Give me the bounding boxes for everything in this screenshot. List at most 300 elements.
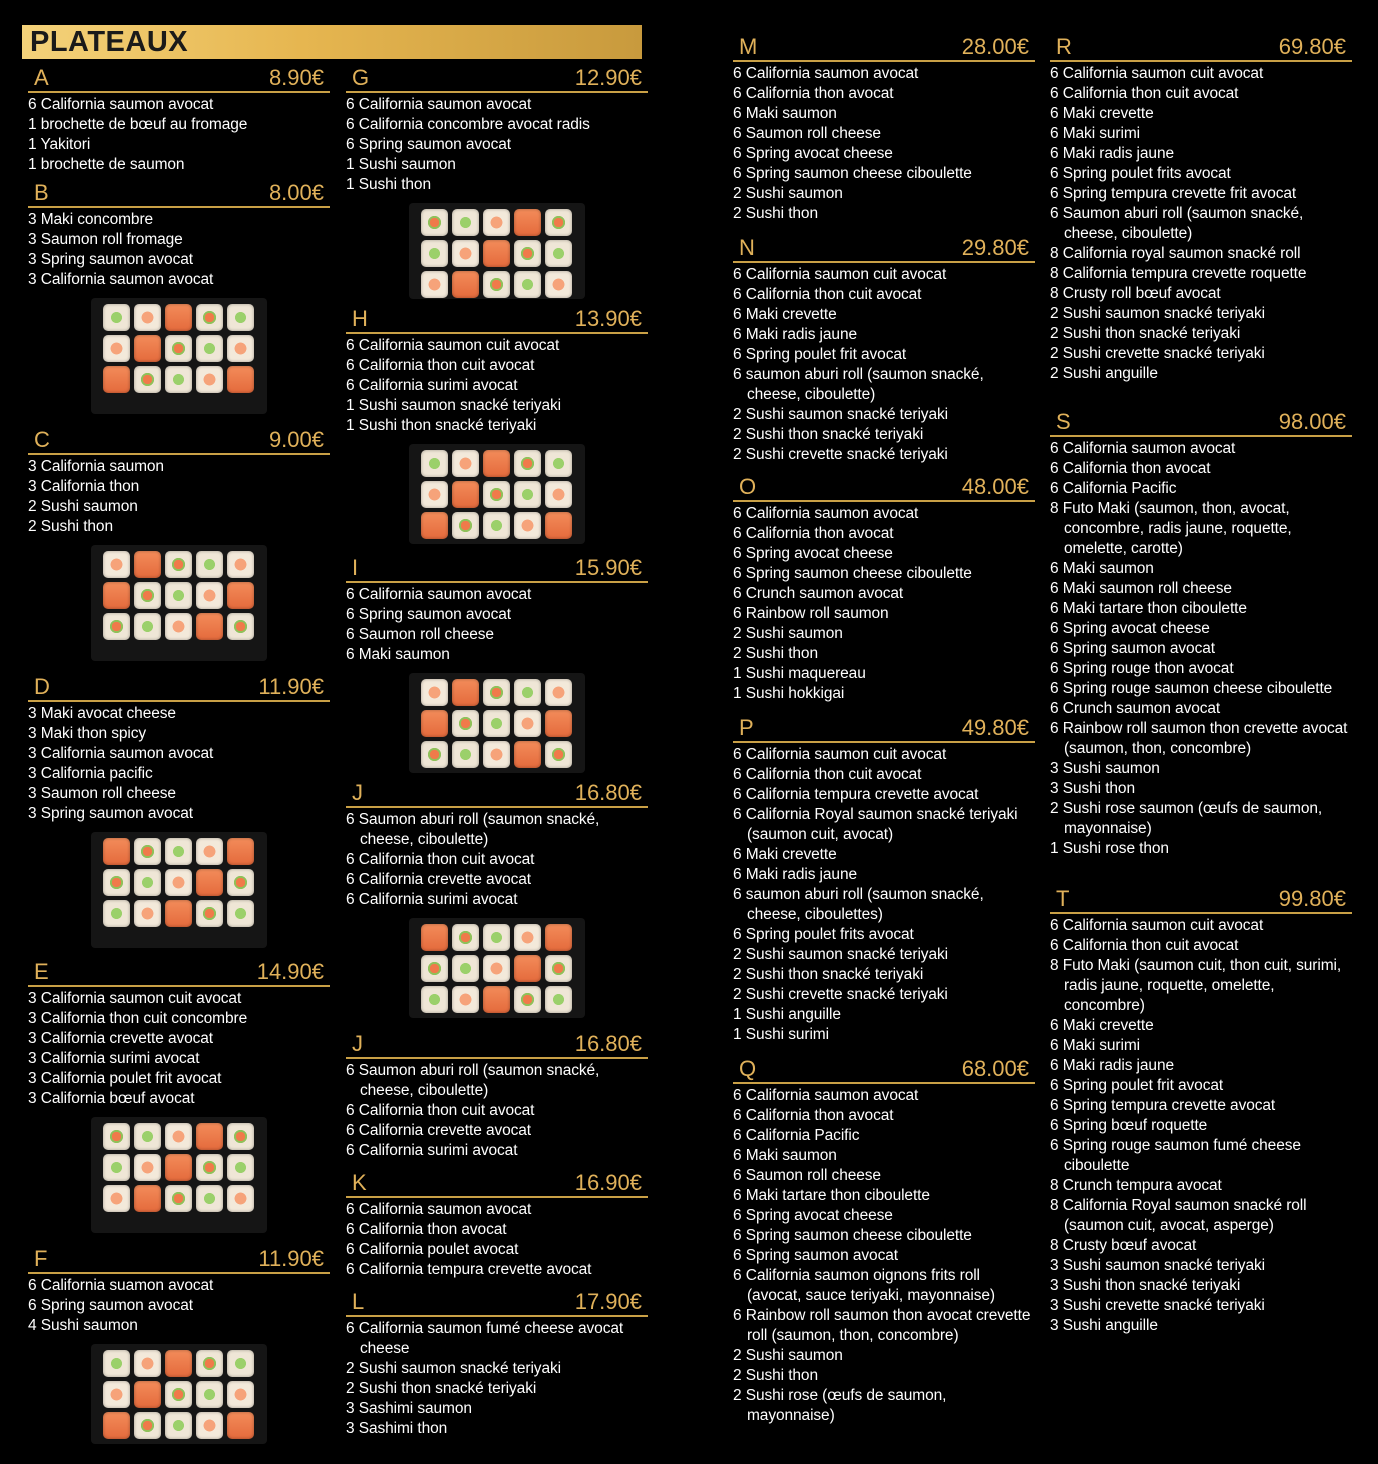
list-item: 6 California saumon cuit avocat: [733, 746, 947, 763]
plateau-header: [733, 1055, 1035, 1084]
sushi-roll-icon: [103, 1123, 130, 1150]
list-item: 1 brochette de saumon: [28, 156, 185, 173]
list-item: 6 California thon avocat: [733, 1107, 894, 1124]
list-item: 1 brochette de bœuf au fromage: [28, 116, 248, 133]
plateau-o: [733, 473, 1035, 704]
list-item: 1 Sushi rose thon: [1050, 840, 1169, 857]
plateau-items: [733, 1086, 1035, 1426]
sushi-roll-icon: [483, 209, 510, 236]
sushi-roll-icon: [196, 1123, 223, 1150]
plateau-items: [346, 1061, 648, 1161]
list-item: 6 California saumon avocat: [733, 65, 919, 82]
list-item: 3 Sushi saumon: [1050, 760, 1160, 777]
list-item: 2 Sushi saumon snacké teriyaki: [1050, 305, 1265, 322]
plateau-items: [346, 585, 648, 665]
page-title-banner: [22, 25, 642, 59]
sushi-roll-icon: [514, 209, 541, 236]
sushi-roll-icon: [196, 1350, 223, 1377]
plateau-letter: E: [34, 959, 49, 984]
sushi-roll-icon: [452, 450, 479, 477]
plateau-letter: P: [739, 715, 754, 740]
sushi-roll-icon: [545, 209, 572, 236]
sushi-roll-icon: [165, 304, 192, 331]
plateau-letter: S: [1056, 409, 1071, 434]
sushi-roll-icon: [452, 271, 479, 298]
list-item: 6 Saumon roll cheese: [733, 1167, 881, 1184]
sushi-roll-icon: [545, 240, 572, 267]
list-item: 3 Sushi saumon snacké teriyaki: [1050, 1257, 1265, 1274]
sushi-roll-icon: [483, 450, 510, 477]
list-item: 6 California surimi avocat: [346, 377, 518, 394]
list-item: 4 Sushi saumon: [28, 1317, 138, 1334]
plateau-price: 13.90€: [574, 306, 642, 331]
list-item: 3 Spring saumon avocat: [28, 251, 193, 268]
plateau-items: [733, 504, 1035, 704]
sushi-roll-icon: [103, 869, 130, 896]
list-item: 6 California saumon avocat: [28, 96, 214, 113]
sushi-roll-icon: [196, 304, 223, 331]
sushi-roll-icon: [452, 481, 479, 508]
list-item: 6 Maki tartare thon ciboulette: [1050, 600, 1247, 617]
list-item: 3 Saumon roll fromage: [28, 231, 183, 248]
list-item: 6 Saumon roll cheese: [346, 626, 494, 643]
sushi-roll-icon: [196, 551, 223, 578]
list-item: 6 Maki saumon: [733, 105, 837, 122]
list-item: 3 Maki concombre: [28, 211, 154, 228]
sushi-roll-icon: [103, 1350, 130, 1377]
sushi-roll-icon: [165, 900, 192, 927]
list-item: 6 California saumon avocat: [733, 505, 919, 522]
plateau-items: [28, 1276, 330, 1336]
sushi-roll-icon: [134, 838, 161, 865]
list-item: 6 Spring avocat cheese: [1050, 620, 1210, 637]
plateau-price: 11.90€: [258, 1246, 324, 1271]
list-item: 3 Saumon roll cheese: [28, 785, 176, 802]
list-item: 2 Sushi crevette snacké teriyaki: [733, 986, 948, 1003]
sushi-roll-icon: [545, 512, 572, 539]
sushi-roll-icon: [514, 450, 541, 477]
list-item: 6 Spring saumon cheese ciboulette: [733, 565, 972, 582]
sushi-roll-icon: [452, 986, 479, 1013]
plateau-price: 12.90€: [574, 65, 642, 90]
list-item: 3 California thon: [28, 478, 140, 495]
list-item: 6 California thon cuit avocat: [1050, 937, 1239, 954]
list-item: 1 Sushi thon: [346, 176, 431, 193]
list-item: 6 Spring tempura crevette frit avocat: [1050, 185, 1297, 202]
list-item: 6 California thon avocat: [346, 1221, 507, 1238]
plateau-price: 8.90€: [268, 65, 324, 90]
list-item: 6 Spring poulet frits avocat: [1050, 165, 1231, 182]
list-item: 8 Futo Maki (saumon, thon, avocat, concombre, radis jaune, roquette, omelette, carotte): [1050, 500, 1292, 557]
sushi-roll-icon: [165, 1350, 192, 1377]
plateau-header: [346, 1169, 648, 1198]
list-item: 2 Sushi thon: [733, 645, 818, 662]
list-item: 6 California Royal saumon snacké teriyaki (saumon cuit, avocat): [733, 806, 1018, 843]
list-item: 2 Sushi thon snacké teriyaki: [1050, 325, 1241, 342]
list-item: 2 Sushi thon: [733, 1367, 818, 1384]
sushi-platter-photo: [409, 673, 585, 773]
plateau-letter: G: [352, 65, 370, 90]
list-item: 6 Saumon aburi roll (saumon snacké, cheese, ciboulette): [346, 811, 600, 848]
plateau-p: [733, 714, 1035, 1045]
sushi-roll-icon: [227, 551, 254, 578]
plateau-price: 98.00€: [1278, 409, 1346, 434]
list-item: 6 Maki saumon: [1050, 560, 1154, 577]
list-item: 6 Saumon roll cheese: [733, 125, 881, 142]
sushi-roll-icon: [134, 869, 161, 896]
sushi-roll-icon: [103, 551, 130, 578]
sushi-roll-icon: [514, 924, 541, 951]
sushi-roll-icon: [196, 1185, 223, 1212]
list-item: 6 Spring rouge saumon fumé cheese ciboulette: [1050, 1137, 1301, 1174]
list-item: 6 Spring saumon cheese ciboulette: [733, 1227, 972, 1244]
sushi-roll-icon: [483, 512, 510, 539]
list-item: 2 Sushi thon: [28, 518, 113, 535]
list-item: 6 Maki surimi: [1050, 1037, 1140, 1054]
sushi-roll-icon: [165, 1412, 192, 1439]
list-item: 6 California saumon avocat: [346, 96, 532, 113]
list-item: 6 California surimi avocat: [346, 891, 518, 908]
plateau-header: [28, 958, 330, 987]
list-item: 6 Saumon aburi roll (saumon snacké, cheese, ciboulette): [1050, 205, 1304, 242]
plateau-k: [346, 1169, 648, 1280]
plateau-j: [346, 779, 648, 1018]
plateau-header: [346, 779, 648, 808]
list-item: 2 Sushi thon snacké teriyaki: [733, 426, 924, 443]
plateau-c: [28, 426, 330, 661]
plateau-letter: J: [352, 1031, 363, 1056]
list-item: 6 saumon aburi roll (saumon snacké, cheese, ciboulettes): [733, 886, 984, 923]
sushi-roll-icon: [196, 613, 223, 640]
sushi-roll-icon: [421, 955, 448, 982]
sushi-roll-icon: [514, 679, 541, 706]
list-item: 6 Spring rouge thon avocat: [1050, 660, 1234, 677]
sushi-roll-icon: [103, 613, 130, 640]
sushi-roll-icon: [196, 582, 223, 609]
list-item: 6 California saumon avocat: [1050, 440, 1236, 457]
list-item: 6 Rainbow roll saumon thon avocat crevette roll (saumon, thon, concombre): [733, 1307, 1031, 1344]
list-item: 2 Sushi saumon: [28, 498, 138, 515]
list-item: 6 California thon avocat: [733, 85, 894, 102]
list-item: 3 California thon cuit concombre: [28, 1010, 248, 1027]
list-item: 6 Spring saumon cheese ciboulette: [733, 165, 972, 182]
plateau-items: [1050, 916, 1352, 1336]
list-item: 6 Saumon aburi roll (saumon snacké, cheese, ciboulette): [346, 1062, 600, 1099]
list-item: 6 Spring poulet frit avocat: [733, 346, 907, 363]
sushi-roll-icon: [227, 838, 254, 865]
plateau-letter: Q: [739, 1056, 757, 1081]
sushi-roll-icon: [421, 240, 448, 267]
sushi-roll-icon: [514, 955, 541, 982]
plateau-header: [346, 305, 648, 334]
plateau-price: 15.90€: [574, 555, 642, 580]
sushi-roll-icon: [452, 741, 479, 768]
sushi-roll-icon: [483, 741, 510, 768]
sushi-roll-icon: [483, 955, 510, 982]
plateau-letter: O: [739, 474, 757, 499]
list-item: 1 Sushi thon snacké teriyaki: [346, 417, 537, 434]
list-item: 1 Sushi surimi: [733, 1026, 829, 1043]
sushi-roll-icon: [514, 240, 541, 267]
list-item: 6 California tempura crevette avocat: [733, 786, 979, 803]
list-item: 8 Crusty roll bœuf avocat: [1050, 285, 1221, 302]
sushi-roll-icon: [421, 924, 448, 951]
plateau-items: [28, 704, 330, 824]
list-item: 2 Sushi thon snacké teriyaki: [346, 1380, 537, 1397]
list-item: 6 Spring rouge saumon cheese ciboulette: [1050, 680, 1333, 697]
plateau-items: [733, 64, 1035, 224]
plateau-s: [1050, 408, 1352, 859]
sushi-roll-icon: [483, 710, 510, 737]
sushi-roll-icon: [545, 679, 572, 706]
sushi-roll-icon: [165, 582, 192, 609]
list-item: 6 Maki radis jaune: [1050, 145, 1174, 162]
sushi-roll-icon: [227, 582, 254, 609]
sushi-platter-photo: [91, 1117, 267, 1233]
sushi-roll-icon: [452, 209, 479, 236]
menu-column-4: [1050, 33, 1352, 1336]
sushi-roll-icon: [421, 986, 448, 1013]
list-item: 8 California Royal saumon snacké roll (saumon cuit, avocat, asperge): [1050, 1197, 1307, 1234]
plateau-header: [346, 64, 648, 93]
plateau-price: 48.00€: [961, 474, 1029, 499]
list-item: 6 Maki crevette: [733, 846, 837, 863]
list-item: 6 Spring saumon avocat: [346, 606, 511, 623]
plateau-header: [28, 426, 330, 455]
sushi-roll-icon: [545, 955, 572, 982]
list-item: 6 Spring saumon avocat: [346, 136, 511, 153]
menu-column-1: [28, 64, 330, 1444]
list-item: 6 Spring saumon avocat: [1050, 640, 1215, 657]
plateau-letter: A: [34, 65, 49, 90]
list-item: 6 California saumon cuit avocat: [1050, 917, 1264, 934]
plateau-price: 11.90€: [258, 674, 324, 699]
list-item: 6 saumon aburi roll (saumon snacké, cheese, ciboulette): [733, 366, 984, 403]
plateau-letter: K: [352, 1170, 367, 1195]
sushi-roll-icon: [103, 1185, 130, 1212]
list-item: 6 California saumon cuit avocat: [346, 337, 560, 354]
plateau-price: 16.90€: [574, 1170, 642, 1195]
list-item: 3 California crevette avocat: [28, 1030, 214, 1047]
sushi-roll-icon: [227, 335, 254, 362]
plateau-letter: C: [34, 427, 50, 452]
list-item: 6 Spring bœuf roquette: [1050, 1117, 1208, 1134]
list-item: 8 California royal saumon snacké roll: [1050, 245, 1301, 262]
list-item: 6 California thon cuit avocat: [733, 766, 922, 783]
sushi-roll-icon: [134, 304, 161, 331]
sushi-roll-icon: [134, 900, 161, 927]
plateau-price: 17.90€: [574, 1289, 642, 1314]
list-item: 6 Maki radis jaune: [733, 326, 857, 343]
sushi-roll-icon: [452, 240, 479, 267]
sushi-roll-icon: [421, 481, 448, 508]
plateau-m: [733, 33, 1035, 224]
list-item: 6 Spring poulet frit avocat: [1050, 1077, 1224, 1094]
list-item: 6 California saumon avocat: [346, 1201, 532, 1218]
plateau-d: [28, 673, 330, 948]
plateau-letter: R: [1056, 34, 1072, 59]
plateau-price: 99.80€: [1278, 886, 1346, 911]
plateau-q: [733, 1055, 1035, 1426]
sushi-roll-icon: [134, 1123, 161, 1150]
plateau-price: 8.00€: [268, 180, 324, 205]
list-item: 6 California thon cuit avocat: [346, 357, 535, 374]
plateau-letter: T: [1056, 886, 1070, 911]
sushi-roll-icon: [103, 838, 130, 865]
list-item: 8 Futo Maki (saumon cuit, thon cuit, surimi, radis jaune, roquette, omelette, concombre): [1050, 957, 1342, 1014]
list-item: 8 California tempura crevette roquette: [1050, 265, 1307, 282]
list-item: 6 California Pacific: [1050, 480, 1177, 497]
list-item: 2 Sushi anguille: [1050, 365, 1158, 382]
sushi-roll-icon: [452, 679, 479, 706]
list-item: 6 California thon cuit avocat: [346, 851, 535, 868]
list-item: 1 Sushi maquereau: [733, 665, 866, 682]
plateau-n: [733, 234, 1035, 465]
sushi-roll-icon: [196, 1381, 223, 1408]
plateau-header: [1050, 885, 1352, 914]
sushi-roll-icon: [483, 271, 510, 298]
sushi-roll-icon: [165, 838, 192, 865]
plateau-items: [733, 265, 1035, 465]
plateau-header: [346, 554, 648, 583]
sushi-roll-icon: [227, 1350, 254, 1377]
sushi-roll-icon: [227, 613, 254, 640]
sushi-roll-icon: [227, 366, 254, 393]
sushi-roll-icon: [545, 741, 572, 768]
sushi-roll-icon: [514, 741, 541, 768]
plateau-letter: B: [34, 180, 49, 205]
sushi-roll-icon: [134, 1412, 161, 1439]
menu-column-2: [346, 64, 648, 1439]
sushi-roll-icon: [514, 710, 541, 737]
list-item: 6 California saumon avocat: [733, 1087, 919, 1104]
sushi-platter-photo: [409, 444, 585, 544]
sushi-roll-icon: [165, 1185, 192, 1212]
list-item: 6 Maki tartare thon ciboulette: [733, 1187, 930, 1204]
plateau-price: 28.00€: [961, 34, 1029, 59]
list-item: 6 California saumon oignons frits roll (avocat, sauce teriyaki, mayonnaise): [733, 1267, 995, 1304]
sushi-roll-icon: [196, 838, 223, 865]
plateau-header: [28, 179, 330, 208]
list-item: 6 California thon avocat: [1050, 460, 1211, 477]
list-item: 2 Sushi thon snacké teriyaki: [733, 966, 924, 983]
sushi-roll-icon: [134, 551, 161, 578]
list-item: 2 Sushi saumon: [733, 1347, 843, 1364]
list-item: 3 California saumon avocat: [28, 745, 214, 762]
sushi-roll-icon: [196, 1154, 223, 1181]
list-item: 2 Sushi crevette snacké teriyaki: [1050, 345, 1265, 362]
plateau-price: 69.80€: [1278, 34, 1346, 59]
sushi-platter-photo: [91, 545, 267, 661]
plateau-price: 9.00€: [268, 427, 324, 452]
sushi-roll-icon: [483, 679, 510, 706]
plateau-items: [1050, 64, 1352, 384]
list-item: 6 California saumon fumé cheese avocat cheese: [346, 1320, 624, 1357]
list-item: 6 Rainbow roll saumon thon crevette avocat (saumon, thon, concombre): [1050, 720, 1348, 757]
list-item: 6 Spring tempura crevette avocat: [1050, 1097, 1276, 1114]
list-item: 3 California surimi avocat: [28, 1050, 200, 1067]
plateau-header: [733, 473, 1035, 502]
plateau-items: [346, 810, 648, 910]
sushi-roll-icon: [421, 271, 448, 298]
sushi-platter-photo: [409, 203, 585, 299]
sushi-roll-icon: [421, 450, 448, 477]
list-item: 6 California saumon cuit avocat: [733, 266, 947, 283]
list-item: 3 California saumon avocat: [28, 271, 214, 288]
plateau-h: [346, 305, 648, 544]
sushi-roll-icon: [134, 1185, 161, 1212]
list-item: 6 Spring poulet frits avocat: [733, 926, 914, 943]
plateau-l: [346, 1288, 648, 1439]
sushi-roll-icon: [483, 924, 510, 951]
sushi-roll-icon: [103, 1154, 130, 1181]
list-item: 1 Sushi hokkigai: [733, 685, 845, 702]
plateau-letter: L: [352, 1289, 365, 1314]
sushi-roll-icon: [514, 512, 541, 539]
sushi-roll-icon: [421, 512, 448, 539]
list-item: 3 Spring saumon avocat: [28, 805, 193, 822]
sushi-roll-icon: [165, 1154, 192, 1181]
plateau-price: 29.80€: [961, 235, 1029, 260]
plateau-items: [346, 95, 648, 195]
list-item: 3 California saumon cuit avocat: [28, 990, 242, 1007]
plateau-items: [28, 95, 330, 175]
sushi-roll-icon: [227, 869, 254, 896]
plateau-letter: M: [739, 34, 758, 59]
sushi-roll-icon: [165, 1123, 192, 1150]
sushi-roll-icon: [103, 1381, 130, 1408]
plateau-price: 16.80€: [574, 1031, 642, 1056]
sushi-roll-icon: [514, 481, 541, 508]
sushi-roll-icon: [165, 335, 192, 362]
list-item: 6 Spring avocat cheese: [733, 545, 893, 562]
sushi-roll-icon: [165, 366, 192, 393]
list-item: 6 California concombre avocat radis: [346, 116, 590, 133]
sushi-roll-icon: [483, 481, 510, 508]
list-item: 3 Sashimi thon: [346, 1420, 448, 1437]
list-item: 8 Crusty bœuf avocat: [1050, 1237, 1197, 1254]
sushi-roll-icon: [545, 710, 572, 737]
list-item: 2 Sushi saumon: [733, 185, 843, 202]
sushi-platter-photo: [409, 918, 585, 1018]
list-item: 3 Sushi crevette snacké teriyaki: [1050, 1297, 1265, 1314]
plateau-items: [346, 336, 648, 436]
plateau-header: [28, 1245, 330, 1274]
list-item: 2 Sushi thon: [733, 205, 818, 222]
list-item: 3 California poulet frit avocat: [28, 1070, 222, 1087]
list-item: 6 California Pacific: [733, 1127, 860, 1144]
list-item: 2 Sushi rose (œufs de saumon, mayonnaise): [733, 1387, 947, 1424]
plateau-header: [28, 673, 330, 702]
sushi-roll-icon: [134, 1381, 161, 1408]
sushi-roll-icon: [134, 1154, 161, 1181]
plateau-price: 68.00€: [961, 1056, 1029, 1081]
list-item: 1 Sushi saumon: [346, 156, 456, 173]
list-item: 1 Sushi anguille: [733, 1006, 841, 1023]
plateau-header: [346, 1030, 648, 1059]
list-item: 6 Crunch saumon avocat: [1050, 700, 1221, 717]
plateau-i: [346, 554, 648, 773]
list-item: 6 Maki crevette: [1050, 105, 1154, 122]
plateau-t: [1050, 885, 1352, 1336]
sushi-roll-icon: [134, 366, 161, 393]
plateau-f: [28, 1245, 330, 1444]
sushi-roll-icon: [452, 955, 479, 982]
list-item: 3 California saumon: [28, 458, 164, 475]
list-item: 6 Crunch saumon avocat: [733, 585, 904, 602]
list-item: 3 Sushi thon: [1050, 780, 1135, 797]
plateau-b: [28, 179, 330, 414]
